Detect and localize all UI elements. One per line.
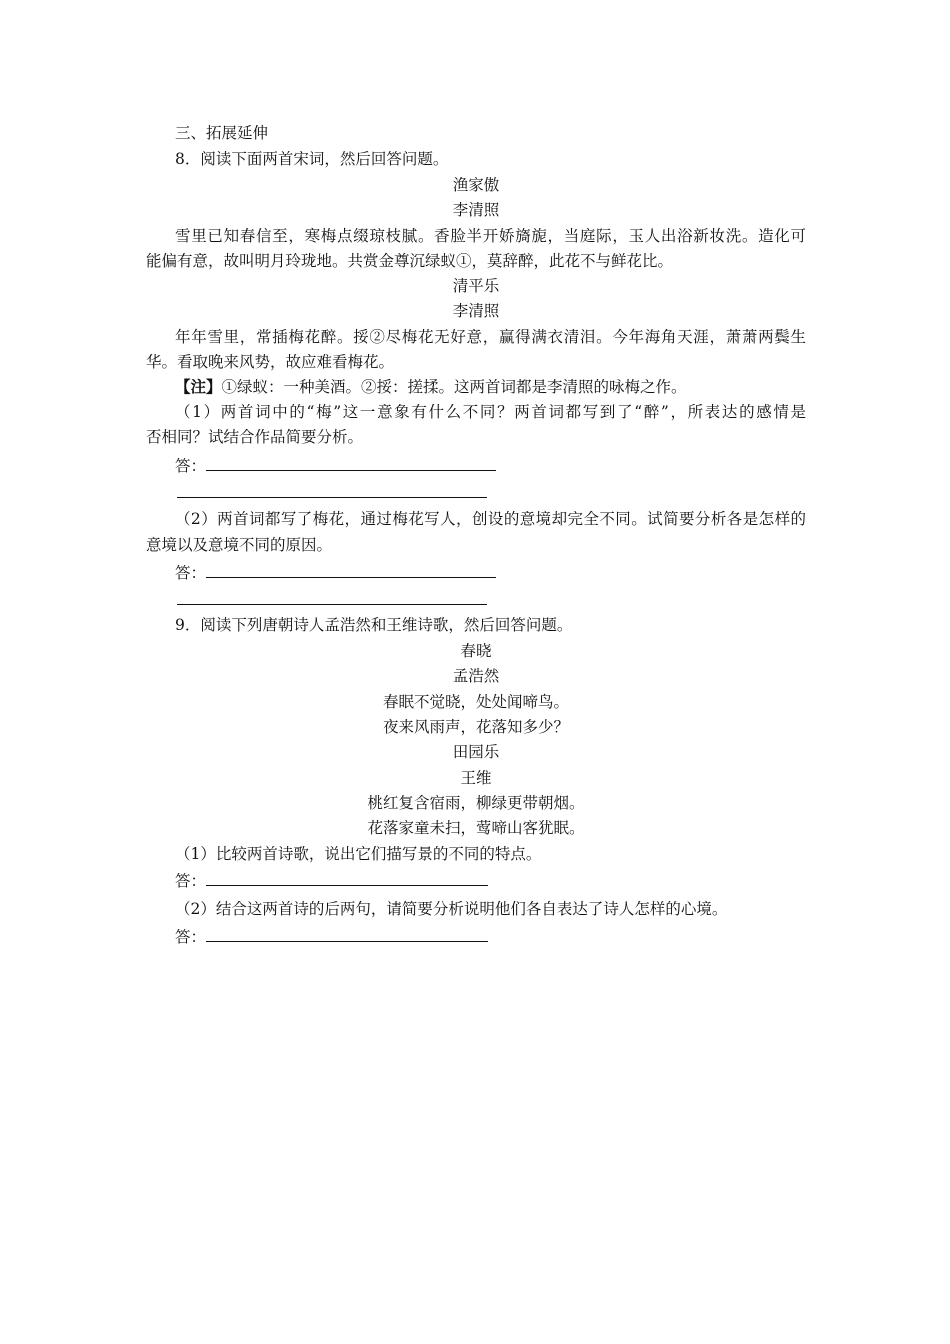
question-8-prompt: 8．阅读下面两首宋词，然后回答问题。 xyxy=(175,150,449,168)
answer-row xyxy=(175,870,488,891)
poem-author: 李清照 xyxy=(452,201,500,219)
note-label: 【注】 xyxy=(175,377,222,396)
answer-blank[interactable] xyxy=(206,870,488,886)
sub-question-text: 否相同？试结合作品简要分析。 xyxy=(146,428,364,446)
sub-question-text: 意境以及意境不同的原因。 xyxy=(146,536,333,554)
question-9-prompt: 9．阅读下列唐朝诗人孟浩然和王维诗歌，然后回答问题。 xyxy=(175,616,573,634)
poem-author: 孟浩然 xyxy=(452,667,500,685)
sub-question-text: （1）两首词中的“梅”这一意象有什么不同？两首词都写到了“醉”，所表达的感情是 xyxy=(175,403,806,421)
answer-label: 答： xyxy=(175,928,207,946)
sub-question-text: （2）结合这两首诗的后两句，请简要分析说明他们各自表达了诗人怎样的心境。 xyxy=(175,900,728,918)
note-text: ①绿蚁：一种美酒。②挼：搓揉。这两首词都是李清照的咏梅之作。 xyxy=(221,378,687,396)
poem-body-line: 能偏有意，故叫明月玲珑地。共赏金尊沉绿蚁①，莫辞醉，此花不与鲜花比。 xyxy=(146,252,674,270)
answer-blank[interactable] xyxy=(206,926,488,942)
poem-title: 田园乐 xyxy=(452,743,500,761)
poem-body-line: 年年雪里，常插梅花醉。挼②尽梅花无好意，赢得满衣清泪。今年海角天涯，萧萧两鬓生 xyxy=(175,328,806,346)
poem-verse: 春眠不觉晓，处处闻啼鸟。 xyxy=(382,693,569,711)
answer-row xyxy=(175,926,488,947)
answer-row xyxy=(175,455,496,476)
sub-question-text: （2）两首词都写了梅花，通过梅花写人，创设的意境却完全不同。试简要分析各是怎样的 xyxy=(175,510,806,528)
answer-label: 答： xyxy=(175,564,207,582)
poem-title: 春晓 xyxy=(460,642,492,660)
poem-author: 王维 xyxy=(460,769,492,787)
answer-blank[interactable] xyxy=(177,497,487,498)
answer-blank[interactable] xyxy=(177,604,487,605)
poem-body-line: 雪里已知春信至，寒梅点缀琼枝腻。香脸半开娇旖旎，当庭际，玉人出浴新妆洗。造化可 xyxy=(175,227,806,245)
poem-author: 李清照 xyxy=(452,302,500,320)
poem-verse: 桃红复含宿雨，柳绿更带朝烟。 xyxy=(367,794,585,812)
answer-blank[interactable] xyxy=(206,562,496,578)
answer-row xyxy=(175,562,496,583)
poem-body-line: 华。看取晚来风势，故应难看梅花。 xyxy=(146,353,395,371)
annotation-note xyxy=(175,377,687,397)
answer-blank[interactable] xyxy=(206,455,496,471)
sub-question-text: （1）比较两首诗歌，说出它们描写景的不同的特点。 xyxy=(175,845,542,863)
poem-title: 清平乐 xyxy=(452,277,500,295)
answer-label: 答： xyxy=(175,457,207,475)
answer-label: 答： xyxy=(175,872,207,890)
poem-verse: 夜来风雨声，花落知多少？ xyxy=(382,718,569,736)
section-title: 三、拓展延伸 xyxy=(175,124,269,142)
poem-title: 渔家傲 xyxy=(452,176,500,194)
poem-verse: 花落家童未扫，莺啼山客犹眠。 xyxy=(367,819,585,837)
